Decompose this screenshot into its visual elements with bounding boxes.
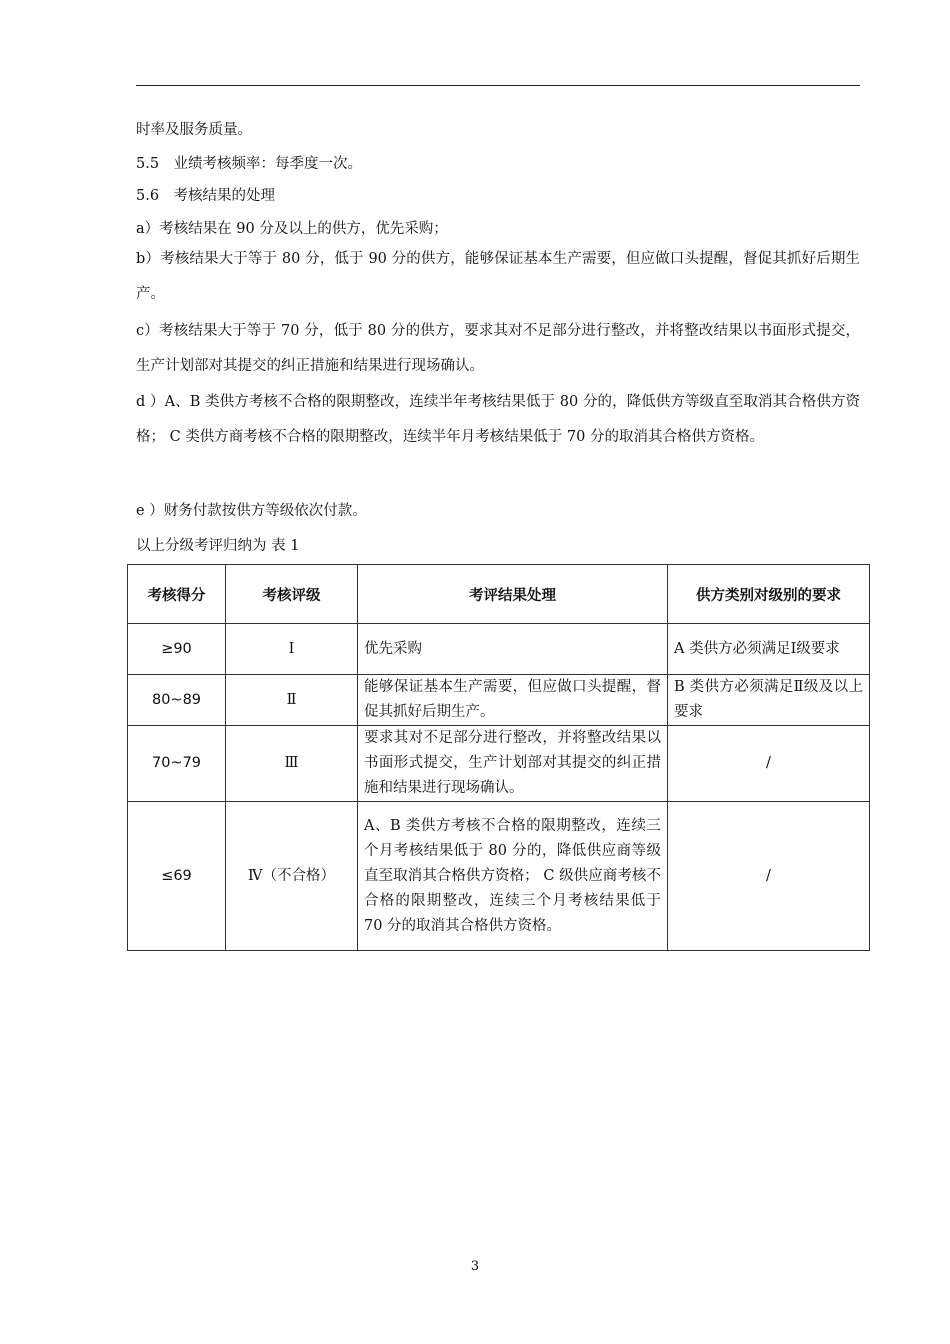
handling-cell: A、B 类供方考核不合格的限期整改，连续三个月考核结果低于 80 分的，降低供应商等级直至取消其合格供方资格； C 级供应商考核不合格的限期整改，连续三个月考核结果低于 70 分的取消其合格供方资格。 <box>358 802 668 951</box>
table-row <box>128 802 870 951</box>
score-cell: ≤69 <box>128 802 226 951</box>
item-a: a）考核结果在 90 分及以上的供方，优先采购； <box>136 221 448 237</box>
score-cell: 80~89 <box>128 675 226 726</box>
grade-cell: Ⅳ（不合格） <box>226 802 358 951</box>
handling-cell: 能够保证基本生产需要，但应做口头提醒，督促其抓好后期生产。 <box>358 675 668 726</box>
grade-cell: Ⅰ <box>226 624 358 675</box>
header-handling: 考评结果处理 <box>358 565 668 624</box>
grade-cell: Ⅲ <box>226 726 358 802</box>
page-number: 3 <box>470 1259 480 1274</box>
header-rule <box>136 85 860 86</box>
requirement-cell: / <box>668 802 870 951</box>
header-requirement: 供方类别对级别的要求 <box>668 565 870 624</box>
item-b: b）考核结果大于等于 80 分，低于 90 分的供方，能够保证基本生产需要，但应做口头提醒，督促其抓好后期生产。 <box>136 251 860 302</box>
table-header-row <box>128 565 870 624</box>
section-5-5: 5.5 业绩考核频率：每季度一次。 <box>136 156 363 172</box>
header-score: 考核得分 <box>128 565 226 624</box>
table-caption: 以上分级考评归纳为 表 1 <box>136 538 300 554</box>
table-row <box>128 726 870 802</box>
section-5-6-heading: 5.6 考核结果的处理 <box>136 188 276 204</box>
grade-cell: Ⅱ <box>226 675 358 726</box>
text-line: 时率及服务质量。 <box>136 122 252 138</box>
handling-cell: 优先采购 <box>358 624 668 675</box>
requirement-cell: / <box>668 726 870 802</box>
score-cell: ≥90 <box>128 624 226 675</box>
table-row <box>128 624 870 675</box>
requirement-cell: A 类供方必须满足Ⅰ级要求 <box>668 624 870 675</box>
table-row <box>128 675 870 726</box>
item-c: c）考核结果大于等于 70 分，低于 80 分的供方，要求其对不足部分进行整改，并将整改结果以书面形式提交，生产计划部对其提交的纠正措施和结果进行现场确认。 <box>136 323 860 374</box>
grade-table <box>127 564 870 951</box>
score-cell: 70~79 <box>128 726 226 802</box>
item-e: e ）财务付款按供方等级依次付款。 <box>136 503 367 519</box>
header-grade: 考核评级 <box>226 565 358 624</box>
handling-cell: 要求其对不足部分进行整改，并将整改结果以书面形式提交，生产计划部对其提交的纠正措施和结果进行现场确认。 <box>358 726 668 802</box>
requirement-cell: B 类供方必须满足Ⅱ级及以上要求 <box>668 675 870 726</box>
item-d: d ）A、B 类供方考核不合格的限期整改，连续半年考核结果低于 80 分的，降低供方等级直至取消其合格供方资格； C 类供方商考核不合格的限期整改，连续半年月考核结果低于 70 分的取消其合格供方资格。 <box>136 394 860 445</box>
